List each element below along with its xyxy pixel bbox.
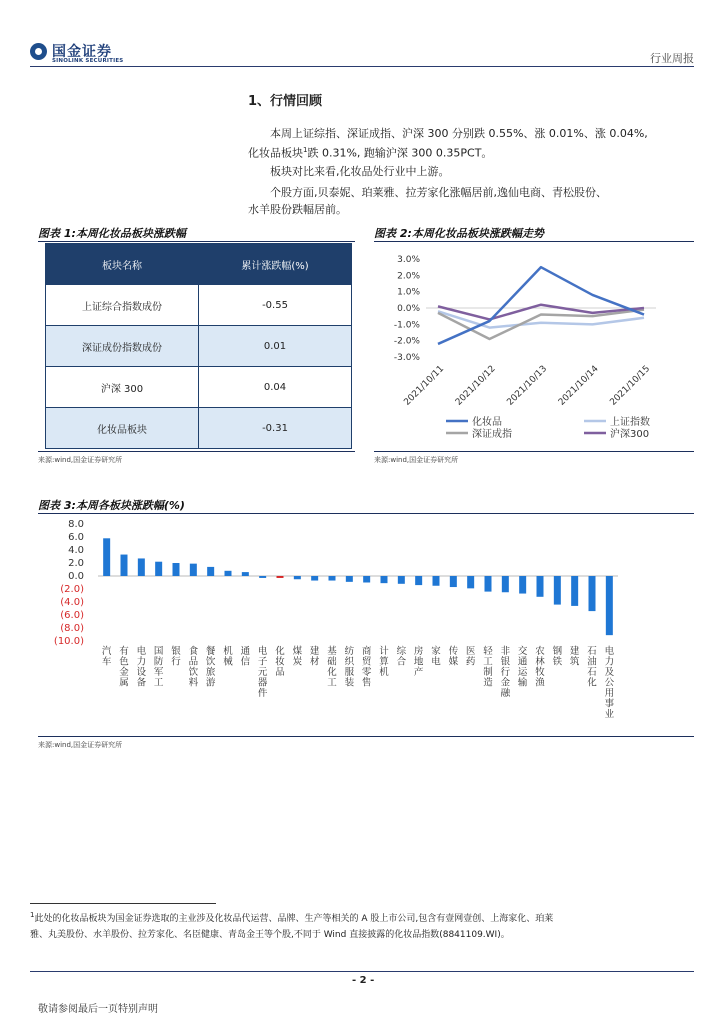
x-category-label: 商贸零售	[361, 646, 372, 689]
bar	[363, 576, 370, 583]
x-category-label: 纺织服装	[344, 646, 355, 689]
bar	[346, 576, 353, 582]
figure-1-table	[45, 243, 352, 449]
x-tick-label: 2021/10/15	[608, 364, 653, 408]
figure-2-bottom-rule	[374, 451, 694, 452]
bar	[606, 576, 613, 635]
x-category-label: 基础化工	[327, 646, 337, 689]
table-cell-value: -0.55	[199, 285, 352, 326]
y-tick-label: -2.0%	[393, 336, 420, 347]
footnote-divider	[30, 903, 216, 904]
legend-label: 上证指数	[610, 417, 650, 428]
paragraph-text: 跌 0.31%, 跑输沪深 300 0.35PCT。	[307, 146, 493, 160]
figure-1-title: 图表 1:本周化妆品板块涨跌幅	[38, 227, 186, 240]
bar	[242, 572, 249, 576]
table-header-cell: 板块名称	[46, 244, 199, 285]
x-category-label: 机械	[223, 646, 233, 668]
x-tick-label: 2021/10/12	[453, 364, 498, 408]
table-cell-name: 上证综合指数成份	[46, 285, 199, 326]
bar	[207, 567, 214, 576]
bar	[121, 555, 128, 576]
bar	[329, 576, 336, 581]
x-category-label: 汽车	[101, 646, 112, 668]
y-tick-label: 1.0%	[397, 287, 420, 298]
series-line	[438, 305, 644, 320]
footnote	[30, 907, 694, 943]
footnote-reference[interactable]: 1	[303, 146, 308, 154]
bar	[277, 576, 284, 578]
figure-3-rule	[38, 513, 694, 514]
y-tick-label: 0.0	[68, 571, 84, 582]
y-tick-label: -3.0%	[393, 353, 420, 363]
x-category-label: 化妆品	[275, 646, 285, 678]
y-tick-label: 2.0	[68, 558, 84, 569]
x-category-label: 石油石化	[587, 646, 597, 689]
x-category-label: 医药	[465, 646, 476, 668]
x-category-label: 通信	[240, 646, 251, 668]
logo-english-name: SINOLINK SECURITIES	[52, 58, 124, 64]
paragraph-line: 个股方面,贝泰妮、珀莱雅、拉芳家化涨幅居前,逸仙电商、青松股份、	[270, 186, 607, 199]
table-cell-name: 深证成份指数成份	[46, 326, 199, 367]
figure-2-line-chart	[374, 243, 694, 450]
x-tick-label: 2021/10/11	[402, 364, 447, 408]
x-category-label: 交通运输	[517, 646, 528, 689]
bar	[467, 576, 474, 588]
bar	[433, 576, 440, 586]
footnote-text: 此处的化妆品板块为国金证券选取的主业涉及化妆品代运营、品牌、生产等相关的 A 股上市公司,包含有壹网壹创、上海家化、珀莱	[34, 914, 554, 924]
logo-chinese-name: 国金证券	[52, 44, 112, 60]
table-cell-name: 化妆品板块	[46, 408, 199, 449]
x-category-label: 电子元器件	[257, 646, 268, 699]
x-category-label: 电力设备	[136, 646, 147, 689]
bar	[225, 571, 232, 576]
y-tick-label: (8.0)	[60, 623, 84, 634]
figure-3-source: 来源:wind,国金证券研究所	[38, 741, 123, 749]
figure-3-bottom-rule	[38, 736, 694, 737]
x-category-label: 煤炭	[292, 646, 303, 668]
figure-2-source: 来源:wind,国金证券研究所	[374, 456, 459, 464]
header-divider	[30, 66, 694, 67]
figure-1-source: 来源:wind,国金证券研究所	[38, 456, 123, 464]
bar	[589, 576, 596, 611]
bar	[155, 562, 162, 576]
table-cell-value: 0.04	[199, 367, 352, 408]
bar	[415, 576, 422, 585]
y-tick-label: 8.0	[68, 519, 84, 530]
x-tick-label: 2021/10/13	[505, 364, 550, 408]
bar	[311, 576, 318, 581]
bar	[554, 576, 561, 605]
figure-2-title: 图表 2:本周化妆品板块涨跌幅走势	[374, 227, 544, 240]
bar	[138, 558, 145, 576]
table-row	[46, 285, 352, 326]
table-cell-value: -0.31	[199, 408, 352, 449]
bar	[537, 576, 544, 597]
footnote-line	[30, 907, 694, 927]
x-category-label: 食品饮料	[188, 646, 199, 689]
footer-divider	[30, 971, 694, 972]
bar	[519, 576, 526, 594]
x-category-label: 非银行金融	[500, 646, 511, 699]
bar	[450, 576, 457, 587]
y-tick-label: 0.0%	[397, 304, 420, 314]
table-row	[46, 408, 352, 449]
y-tick-label: 2.0%	[397, 271, 420, 282]
x-category-label: 国防军工	[153, 646, 164, 689]
paragraph: 板块对比来看,化妆品处行业中上游。	[270, 165, 450, 178]
footnote-mark: 1	[30, 911, 35, 919]
y-tick-label: 3.0%	[397, 255, 420, 265]
bar	[502, 576, 509, 592]
legend-label: 沪深300	[610, 429, 650, 440]
x-category-label: 轻工制造	[483, 646, 493, 689]
company-logo	[30, 40, 170, 66]
y-tick-label: 6.0	[68, 532, 84, 543]
table-cell-value: 0.01	[199, 326, 352, 367]
table-header-row	[46, 244, 352, 285]
y-tick-label: (10.0)	[53, 636, 84, 647]
x-category-label: 餐饮旅游	[205, 646, 216, 689]
x-category-label: 综合	[396, 646, 407, 668]
x-category-label: 电力及公用事业	[604, 646, 615, 720]
table-row	[46, 367, 352, 408]
table-row	[46, 326, 352, 367]
bar	[485, 576, 492, 592]
x-category-label: 农林牧渔	[535, 646, 545, 689]
x-category-label: 银行	[171, 646, 181, 668]
figure-2-rule	[374, 241, 694, 242]
x-tick-label: 2021/10/14	[556, 364, 601, 408]
x-category-label: 房地产	[413, 646, 424, 678]
legend-label: 化妆品	[472, 417, 502, 428]
bar	[103, 538, 110, 576]
figure-1-bottom-rule	[38, 451, 355, 452]
bar	[571, 576, 578, 606]
y-tick-label: (6.0)	[60, 610, 84, 621]
y-tick-label: -1.0%	[393, 320, 420, 331]
bar	[294, 576, 301, 579]
x-category-label: 钢铁	[552, 646, 563, 668]
paragraph-line: 水羊股份跌幅居前。	[248, 203, 347, 216]
x-category-label: 计算机	[379, 646, 389, 678]
paragraph-line	[248, 142, 698, 162]
x-category-label: 建材	[309, 646, 320, 668]
x-category-label: 传媒	[448, 646, 459, 668]
bar	[398, 576, 405, 584]
x-category-label: 有色金属	[119, 646, 129, 689]
footnote-line: 雅、丸美股份、水羊股份、拉芳家化、名臣健康、青岛金王等个股,不同于 Wind 直接披露的化妆品指数(8841109.WI)。	[30, 930, 510, 940]
y-tick-label: 4.0	[68, 545, 84, 556]
table-header-cell: 累计涨跌幅(%)	[199, 244, 352, 285]
bar	[381, 576, 388, 583]
bar	[259, 576, 266, 578]
x-category-label: 家电	[431, 646, 441, 668]
figure-3-bar-chart	[38, 515, 694, 733]
figure-3-title: 图表 3:本周各板块涨跌幅(%)	[38, 499, 185, 512]
paragraph-line: 本周上证综指、深证成指、沪深 300 分别跌 0.55%、涨 0.01%、涨 0.04%,	[270, 127, 648, 140]
paragraph-text: 化妆品板块	[248, 146, 303, 160]
legend-label: 深证成指	[472, 429, 512, 440]
bar	[173, 563, 180, 576]
y-tick-label: (4.0)	[60, 597, 84, 608]
y-tick-label: (2.0)	[60, 584, 84, 595]
page-number: - 2 -	[352, 975, 375, 986]
table-cell-name: 沪深 300	[46, 367, 199, 408]
figure-1-rule	[38, 241, 355, 242]
document-type: 行业周报	[650, 52, 694, 65]
logo-icon	[30, 43, 47, 60]
disclaimer: 敬请参阅最后一页特别声明	[38, 1004, 158, 1015]
section-title: 1、行情回顾	[248, 94, 323, 109]
x-category-label: 建筑	[569, 646, 580, 668]
bar	[190, 564, 197, 576]
